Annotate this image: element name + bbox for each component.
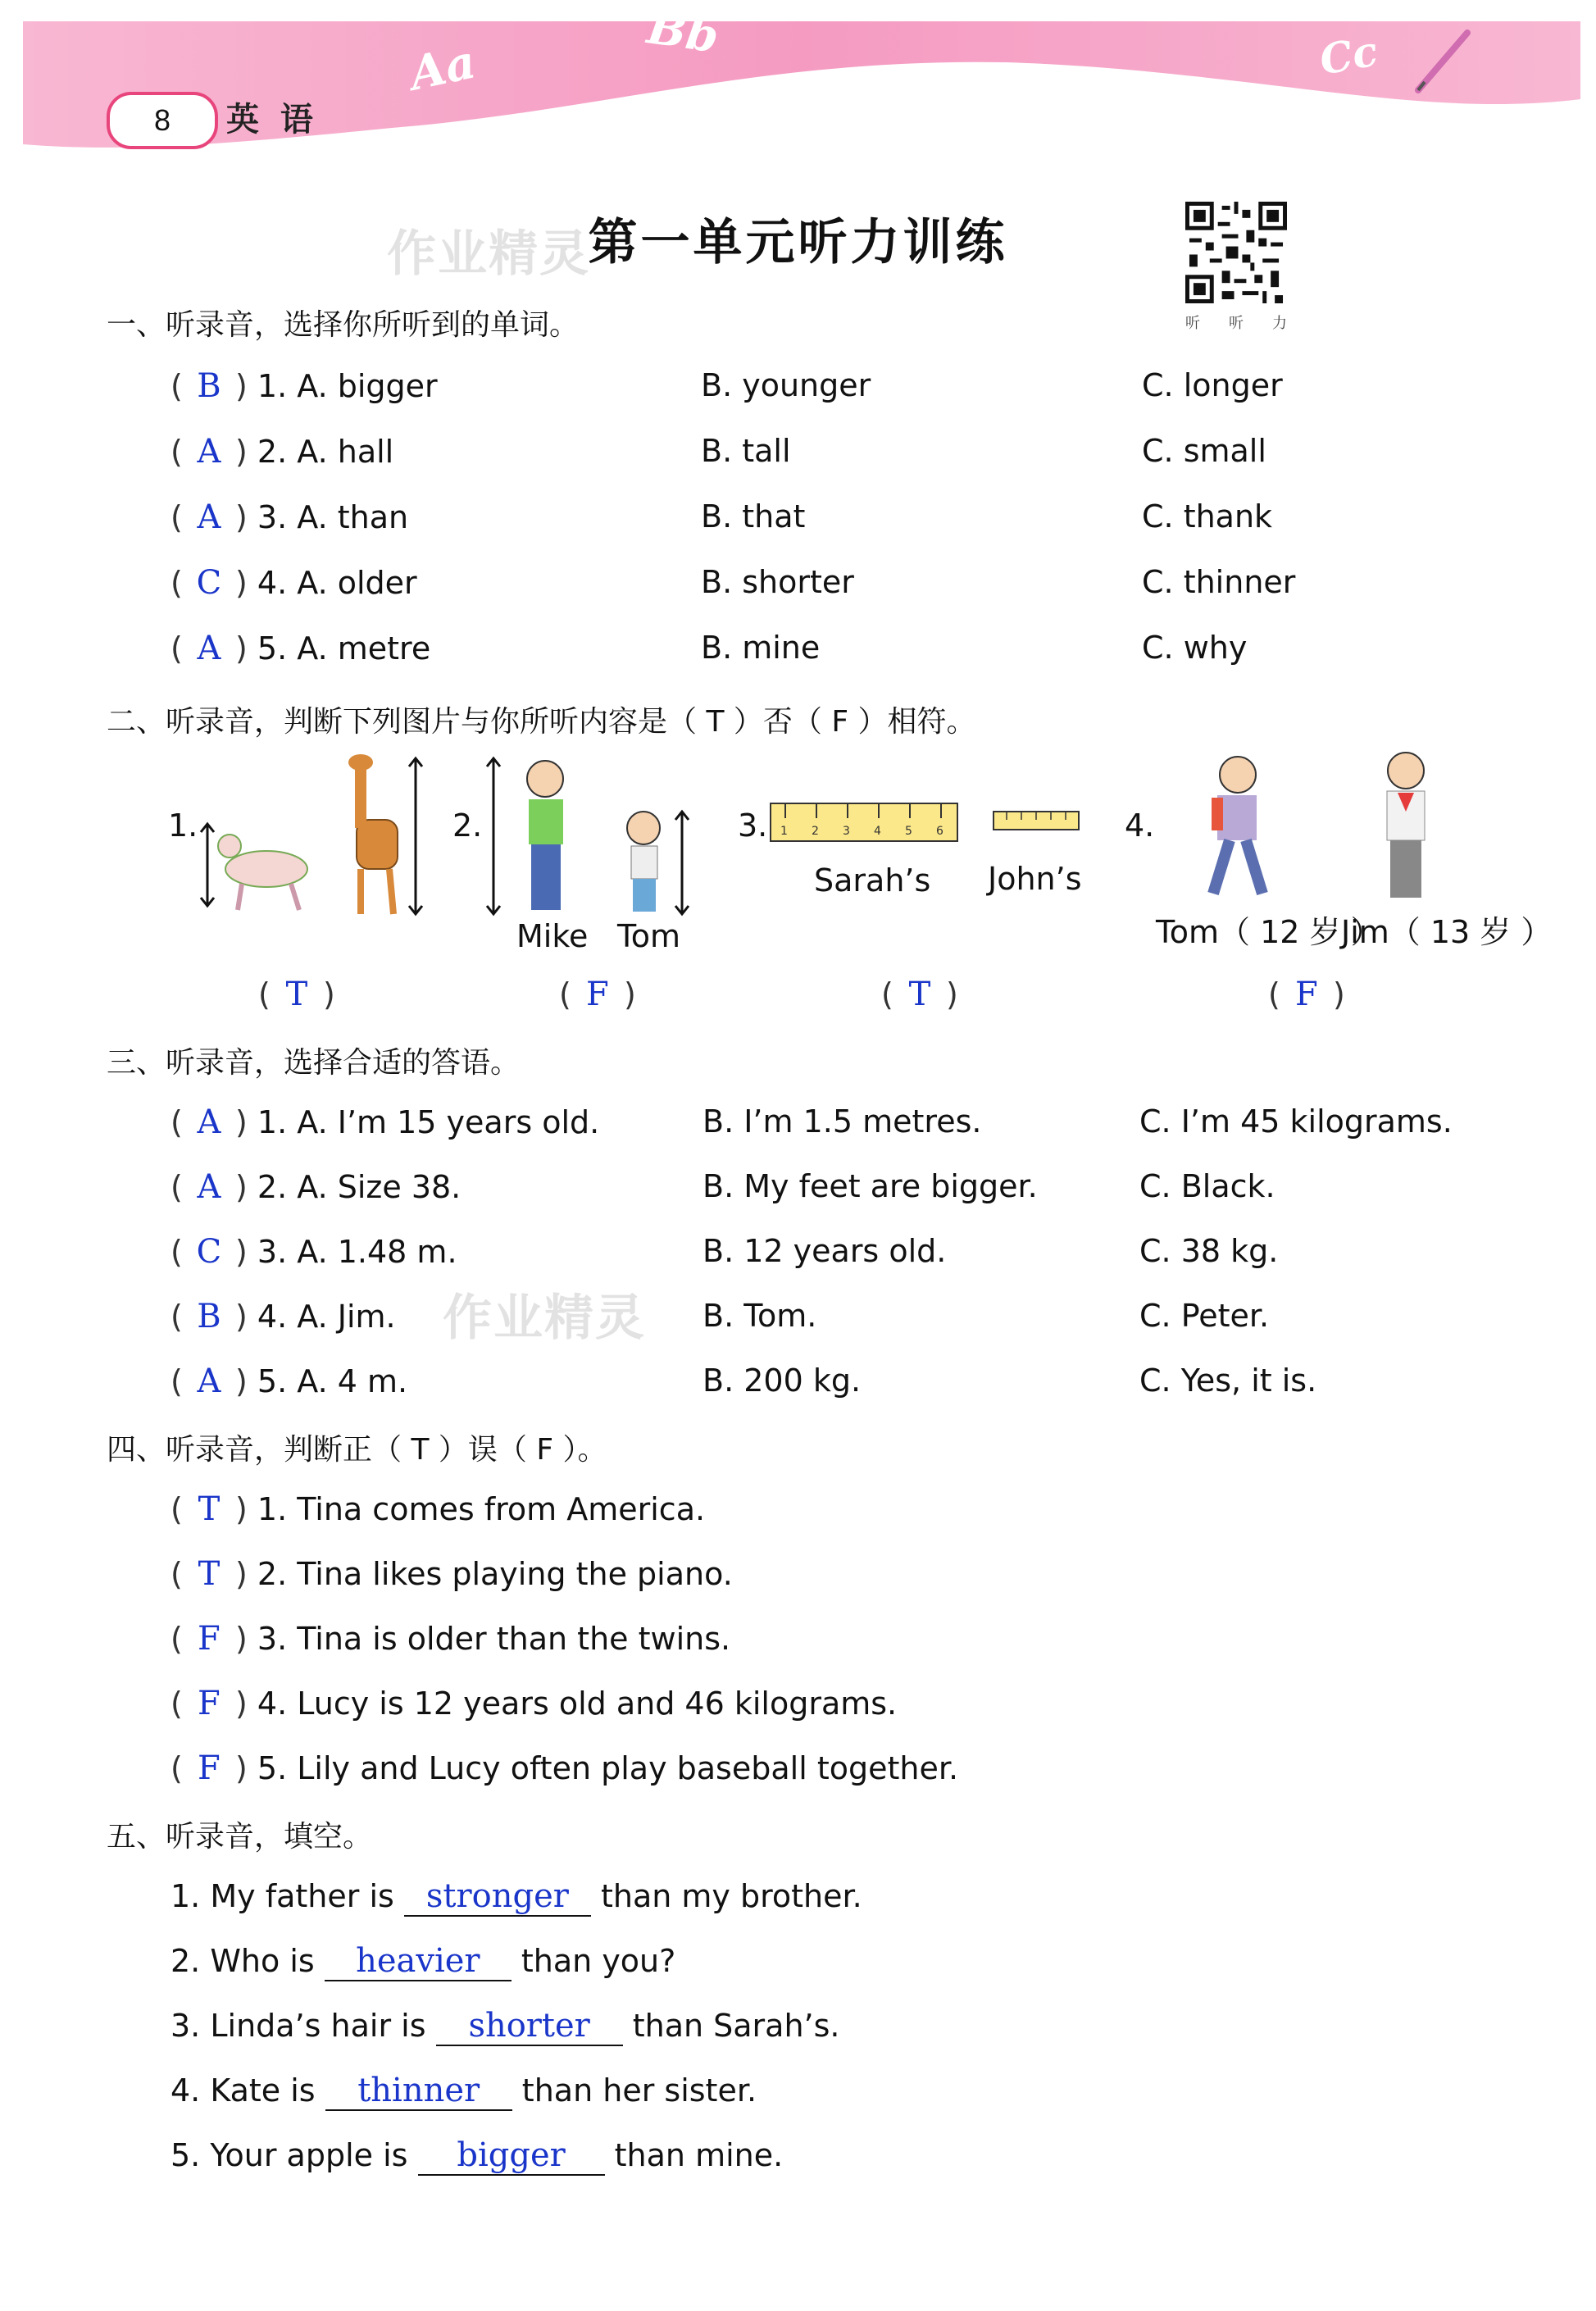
paren-open: ( [171,1234,193,1270]
spacer [512,1943,521,1979]
picture-answer: ( F ) [1268,976,1345,1013]
paren-open: ( [171,1491,193,1527]
spacer [512,2072,522,2109]
paren-close: ) [225,630,257,666]
answer-blank: bigger [418,2136,605,2176]
page-title: 第一单元听力训练 [588,214,1008,271]
answer-letter: T [198,1490,221,1528]
picture-label: Mike [516,918,589,954]
option-c: C. Yes, it is. [1139,1362,1317,1399]
fill-blank-question [171,2136,783,2176]
option-c: C. why [1142,630,1248,666]
question-number: 4. [257,565,288,601]
answer-letter: F [198,1620,221,1658]
sentence-before: Linda’s hair is [210,2008,426,2044]
answer-letter: A [197,1362,221,1400]
paren-open: ( [171,1685,193,1722]
option-b: B. that [701,498,806,535]
fill-blank-question [171,2007,840,2046]
qr-label: 听 听 力 [1185,315,1287,332]
question-number: 3. [257,1621,288,1657]
question-number: 1. [257,1104,288,1140]
choice-question [171,630,430,667]
mike-tom-picture [484,754,697,918]
picture-label: John’s [988,861,1082,897]
ruler-long [769,802,959,844]
answer-letter: C [196,564,222,602]
paren-close: ) [225,1750,257,1786]
picture-number: 3. [738,807,768,844]
picture-number: 1. [168,807,198,844]
picture-answer: ( F ) [559,976,636,1013]
picture-answer: ( T ) [258,976,335,1013]
spacer [623,2008,633,2044]
sentence-before: Kate is [210,2072,316,2109]
option-b: B. shorter [701,564,854,600]
spacer [287,565,297,601]
question-number: 5. [171,2137,201,2173]
answer-letter: F [198,1685,221,1722]
option-b: B. 200 kg. [703,1362,862,1399]
paren-close: ) [225,565,257,601]
statement-text: Tina comes from America. [297,1491,706,1527]
sentence-before: My father is [210,1878,394,1914]
answer-letter: C [196,1233,222,1271]
judge-question [171,1685,897,1722]
paren-close: ) [225,1363,257,1399]
sentence-after: than her sister. [521,2072,757,2109]
paren-open: ( [171,1104,193,1140]
ruler-mark: 1 [780,825,788,838]
sentence-before: Who is [210,1943,315,1979]
question-number: 2. [257,1556,288,1592]
paren-open: ( [171,368,193,404]
choice-question [171,1103,599,1141]
spacer [287,1685,297,1722]
page-number: 8 [107,92,218,149]
goat-giraffe-picture [193,754,443,918]
paren-open: ( [171,1363,193,1399]
paren-open: ( [171,1556,193,1592]
question-number: 2. [171,1943,201,1979]
choice-question [171,564,417,602]
ruler-short [992,810,1080,831]
paren-open: ( [171,565,193,601]
spacer [394,1878,404,1914]
paren-close: ) [225,368,257,404]
deco-letters-aa: Aa [405,34,480,102]
paren-close: ) [225,1104,257,1140]
judge-question [171,1749,958,1787]
option-b: B. tall [701,433,791,469]
paren-open: ( [171,1299,193,1335]
option-a: A. 4 m. [297,1363,408,1399]
spacer [287,1169,297,1205]
judge-question [171,1555,733,1593]
answer-blank: heavier [325,1942,512,1981]
paren-open: ( [171,499,193,535]
judge-question [171,1620,730,1658]
choice-question [171,433,393,471]
option-b: B. younger [701,367,871,403]
section3-heading: 三、听录音，选择合适的答语。 [107,1046,521,1080]
spacer [591,1878,601,1914]
statement-text: Lucy is 12 years old and 46 kilograms. [297,1685,898,1722]
option-a: A. hall [297,434,394,470]
picture-label: Tom [617,918,681,954]
spacer [287,368,297,404]
picture-label: Sarah’s [814,862,931,898]
deco-letters-cc: Cc [1316,26,1381,84]
option-b: B. mine [701,630,821,666]
watermark: 作业精灵 [443,1290,646,1347]
spacer [287,434,297,470]
paren-close: ) [225,1169,257,1205]
ruler-mark: 3 [843,825,850,838]
option-c: C. small [1142,433,1266,469]
spacer [287,499,297,535]
spacer [287,1556,297,1592]
answer-blank: thinner [325,2072,512,2111]
spacer [287,630,297,666]
answer-letter: T [198,1555,221,1593]
watermark: 作业精灵 [387,225,590,283]
option-a: A. 1.48 m. [297,1234,457,1270]
answer-letter: B [197,1298,221,1335]
choice-question [171,1233,457,1271]
paren-open: ( [171,1169,193,1205]
section4-heading: 四、听录音，判断正（ T ）误（ F ）。 [107,1433,607,1467]
picture-label: Tom（ 12 岁 ） [1156,914,1382,950]
paren-close: ) [225,1491,257,1527]
option-b: B. 12 years old. [703,1233,947,1269]
spacer [287,1363,297,1399]
option-b: B. I’m 1.5 metres. [703,1103,982,1140]
choice-question [171,1168,461,1206]
spacer [316,2072,325,2109]
question-number: 2. [257,1169,288,1205]
answer-letter: A [197,1168,221,1206]
paren-open: ( [171,630,193,666]
question-number: 5. [257,1750,288,1786]
picture-number: 2. [452,807,483,844]
answer-letter: A [197,630,221,667]
sentence-after: than mine. [614,2137,784,2173]
paren-open: ( [171,1750,193,1786]
answer-letter: A [197,1103,221,1141]
choice-question [171,367,438,405]
spacer [605,2137,615,2173]
spacer [287,1621,297,1657]
deco-letters-bb: Bb [643,0,722,64]
spacer [200,1878,210,1914]
judge-question [171,1490,705,1528]
spacer [200,2072,210,2109]
paren-close: ) [225,499,257,535]
fill-blank-question [171,1942,675,1981]
section1-heading: 一、听录音，选择你所听到的单词。 [107,308,580,342]
spacer [287,1234,297,1270]
tom-jim-picture [1180,750,1476,906]
option-a: A. metre [297,630,431,666]
paren-close: ) [225,1234,257,1270]
section5-heading: 五、听录音，填空。 [107,1820,373,1854]
option-a: A. Jim. [297,1299,396,1335]
section2-heading: 二、听录音，判断下列图片与你所听内容是（ T ）否（ F ）相符。 [107,705,976,739]
option-c: C. longer [1142,367,1283,403]
answer-letter: B [197,367,221,405]
option-b: B. Tom. [703,1298,817,1334]
picture-answer: ( T ) [881,976,958,1013]
question-number: 1. [171,1878,201,1914]
option-a: A. bigger [297,368,438,404]
spacer [200,1943,210,1979]
option-a: A. older [297,565,417,601]
question-number: 4. [257,1685,288,1722]
sentence-after: than Sarah’s. [632,2008,840,2044]
spacer [407,2137,417,2173]
question-number: 2. [257,434,288,470]
spacer [287,1750,297,1786]
answer-blank: shorter [436,2007,623,2046]
spacer [287,1104,297,1140]
option-c: C. thinner [1142,564,1296,600]
paren-close: ) [225,1299,257,1335]
answer-letter: F [198,1749,221,1787]
option-a: A. I’m 15 years old. [297,1104,600,1140]
spacer [315,1943,325,1979]
paren-close: ) [225,1621,257,1657]
choice-question [171,1362,407,1400]
statement-text: Lily and Lucy often play baseball together. [297,1750,959,1786]
ruler-mark: 5 [905,825,912,838]
picture-label: Jim（ 13 岁 ） [1341,914,1553,950]
sentence-after: than you? [521,1943,676,1979]
option-a: A. than [297,499,409,535]
answer-letter: A [197,433,221,471]
spacer [287,1491,297,1527]
qr-code-icon[interactable] [1185,202,1287,303]
choice-question [171,1298,396,1335]
fill-blank-question [171,2072,757,2111]
question-number: 4. [171,2072,201,2109]
picture-number: 4. [1125,807,1155,844]
question-number: 3. [257,1234,288,1270]
choice-question [171,498,408,536]
spacer [200,2008,210,2044]
option-c: C. Peter. [1139,1298,1270,1334]
option-c: C. I’m 45 kilograms. [1139,1103,1453,1140]
paren-close: ) [225,1685,257,1722]
ruler-mark: 4 [874,825,881,838]
sentence-before: Your apple is [210,2137,408,2173]
option-c: C. 38 kg. [1139,1233,1279,1269]
question-number: 5. [257,1363,288,1399]
paren-open: ( [171,1621,193,1657]
statement-text: Tina is older than the twins. [297,1621,731,1657]
spacer [426,2008,436,2044]
option-a: A. Size 38. [297,1169,462,1205]
spacer [200,2137,210,2173]
question-number: 4. [257,1299,288,1335]
question-number: 3. [171,2008,201,2044]
sentence-after: than my brother. [600,1878,862,1914]
option-c: C. Black. [1139,1168,1275,1204]
paren-close: ) [225,1556,257,1592]
option-b: B. My feet are bigger. [703,1168,1038,1204]
spacer [287,1299,297,1335]
ruler-mark: 2 [812,825,819,838]
question-number: 1. [257,368,288,404]
paren-close: ) [225,434,257,470]
ruler-mark: 6 [936,825,944,838]
statement-text: Tina likes playing the piano. [297,1556,733,1592]
question-number: 3. [257,499,288,535]
question-number: 5. [257,630,288,666]
subject-label: 英 语 [226,101,318,139]
option-c: C. thank [1142,498,1273,535]
question-number: 1. [257,1491,288,1527]
fill-blank-question [171,1877,862,1917]
answer-letter: A [197,498,221,536]
answer-blank: stronger [404,1877,591,1917]
pen-icon [1410,25,1476,98]
paren-open: ( [171,434,193,470]
